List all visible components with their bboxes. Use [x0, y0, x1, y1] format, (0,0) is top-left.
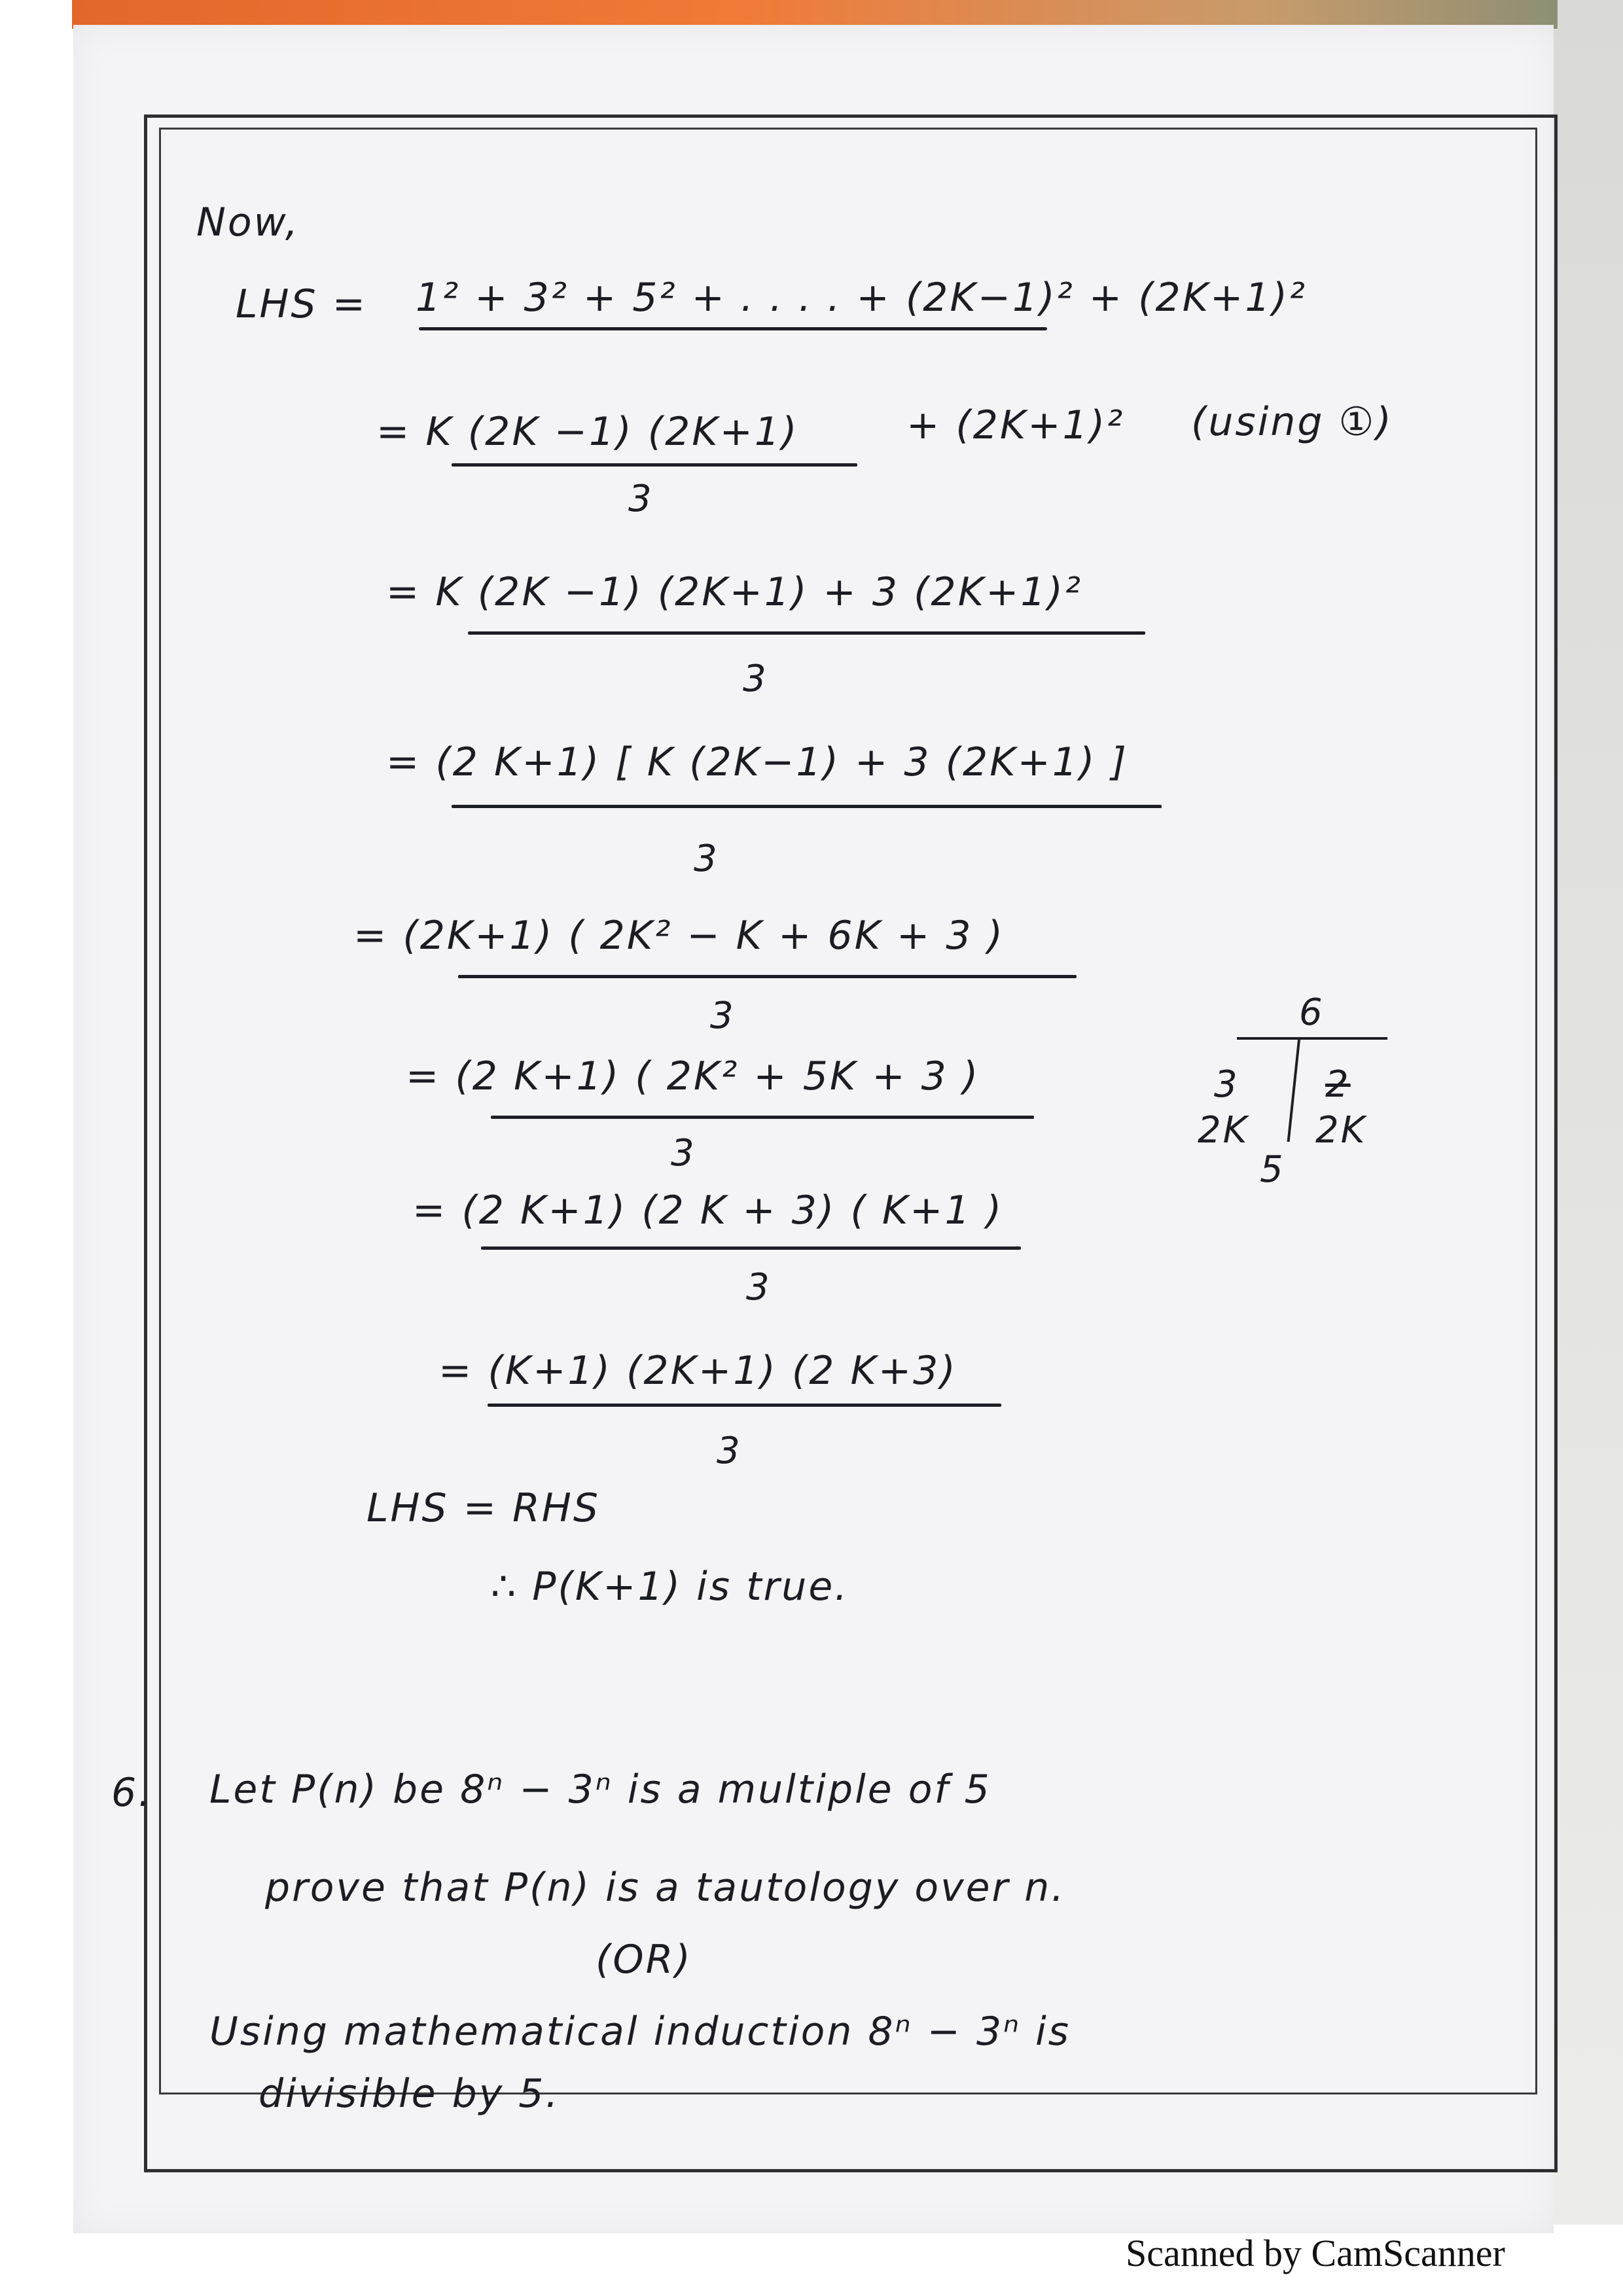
- lhs-equals-rhs: LHS = RHS: [366, 1485, 600, 1531]
- underbrace: [419, 327, 1047, 330]
- step1-denominator: 3: [628, 478, 654, 520]
- step6-denominator: 3: [746, 1266, 772, 1309]
- step3-denominator: 3: [694, 838, 719, 880]
- step4-numerator: = (2K+1) ( 2K² − K + 6K + 3 ): [353, 913, 1005, 959]
- fraction-bar-1: [452, 463, 857, 467]
- step7-numerator: = (K+1) (2K+1) (2 K+3): [438, 1348, 957, 1394]
- fraction-bar-3: [452, 805, 1162, 808]
- conclusion: ∴ P(K+1) is true.: [491, 1564, 849, 1610]
- scanner-watermark: Scanned by CamScanner: [1126, 2232, 1505, 2274]
- step4-denominator: 3: [710, 995, 736, 1037]
- fraction-bar-7: [488, 1404, 1001, 1407]
- side-calc-top: 6: [1299, 991, 1325, 1034]
- question-line-1: Let P(n) be 8ⁿ − 3ⁿ is a multiple of 5: [209, 1767, 991, 1812]
- step5-numerator: = (2 K+1) ( 2K² + 5K + 3 ): [406, 1053, 980, 1099]
- step1-note: (using ①): [1191, 399, 1393, 445]
- side-calc-left-num: 3: [1214, 1063, 1240, 1106]
- fraction-bar-6: [481, 1246, 1021, 1250]
- side-calc-left-den: 2K: [1198, 1109, 1249, 1152]
- step5-denominator: 3: [671, 1132, 696, 1174]
- question-line-2: prove that P(n) is a tautology over n.: [265, 1865, 1066, 1911]
- fraction-bar-4: [458, 975, 1077, 978]
- step7-denominator: 3: [717, 1430, 742, 1472]
- step1-numerator: = K (2K −1) (2K+1): [376, 409, 799, 455]
- question-number: 6.: [111, 1770, 153, 1816]
- question-line-3: Using mathematical induction 8ⁿ − 3ⁿ is: [209, 2009, 1071, 2055]
- step6-numerator: = (2 K+1) (2 K + 3) ( K+1 ): [412, 1188, 1004, 1233]
- step3-numerator: = (2 K+1) [ K (2K−1) + 3 (2K+1) ]: [386, 739, 1128, 785]
- question-line-4: divisible by 5.: [259, 2071, 560, 2117]
- scan-background-right: [1552, 0, 1623, 2225]
- fraction-bar-2: [468, 631, 1145, 635]
- side-calc-hline: [1237, 1037, 1387, 1040]
- question-or: (OR): [596, 1937, 692, 1983]
- now-label: Now,: [196, 200, 300, 245]
- lhs-series: 1² + 3² + 5² + . . . . + (2K−1)² + (2K+1)²: [416, 275, 1307, 321]
- lhs-label: LHS =: [236, 281, 367, 327]
- step2-denominator: 3: [743, 658, 768, 700]
- side-calc-right-num: 2: [1325, 1063, 1351, 1106]
- fraction-bar-5: [491, 1116, 1034, 1119]
- step1-extra-term: + (2K+1)²: [906, 402, 1125, 448]
- step2-numerator: = K (2K −1) (2K+1) + 3 (2K+1)²: [386, 569, 1082, 615]
- side-calc-right-den: 2K: [1315, 1109, 1367, 1152]
- scan-background-left: [0, 0, 73, 2225]
- side-calc-bottom: 5: [1260, 1148, 1285, 1191]
